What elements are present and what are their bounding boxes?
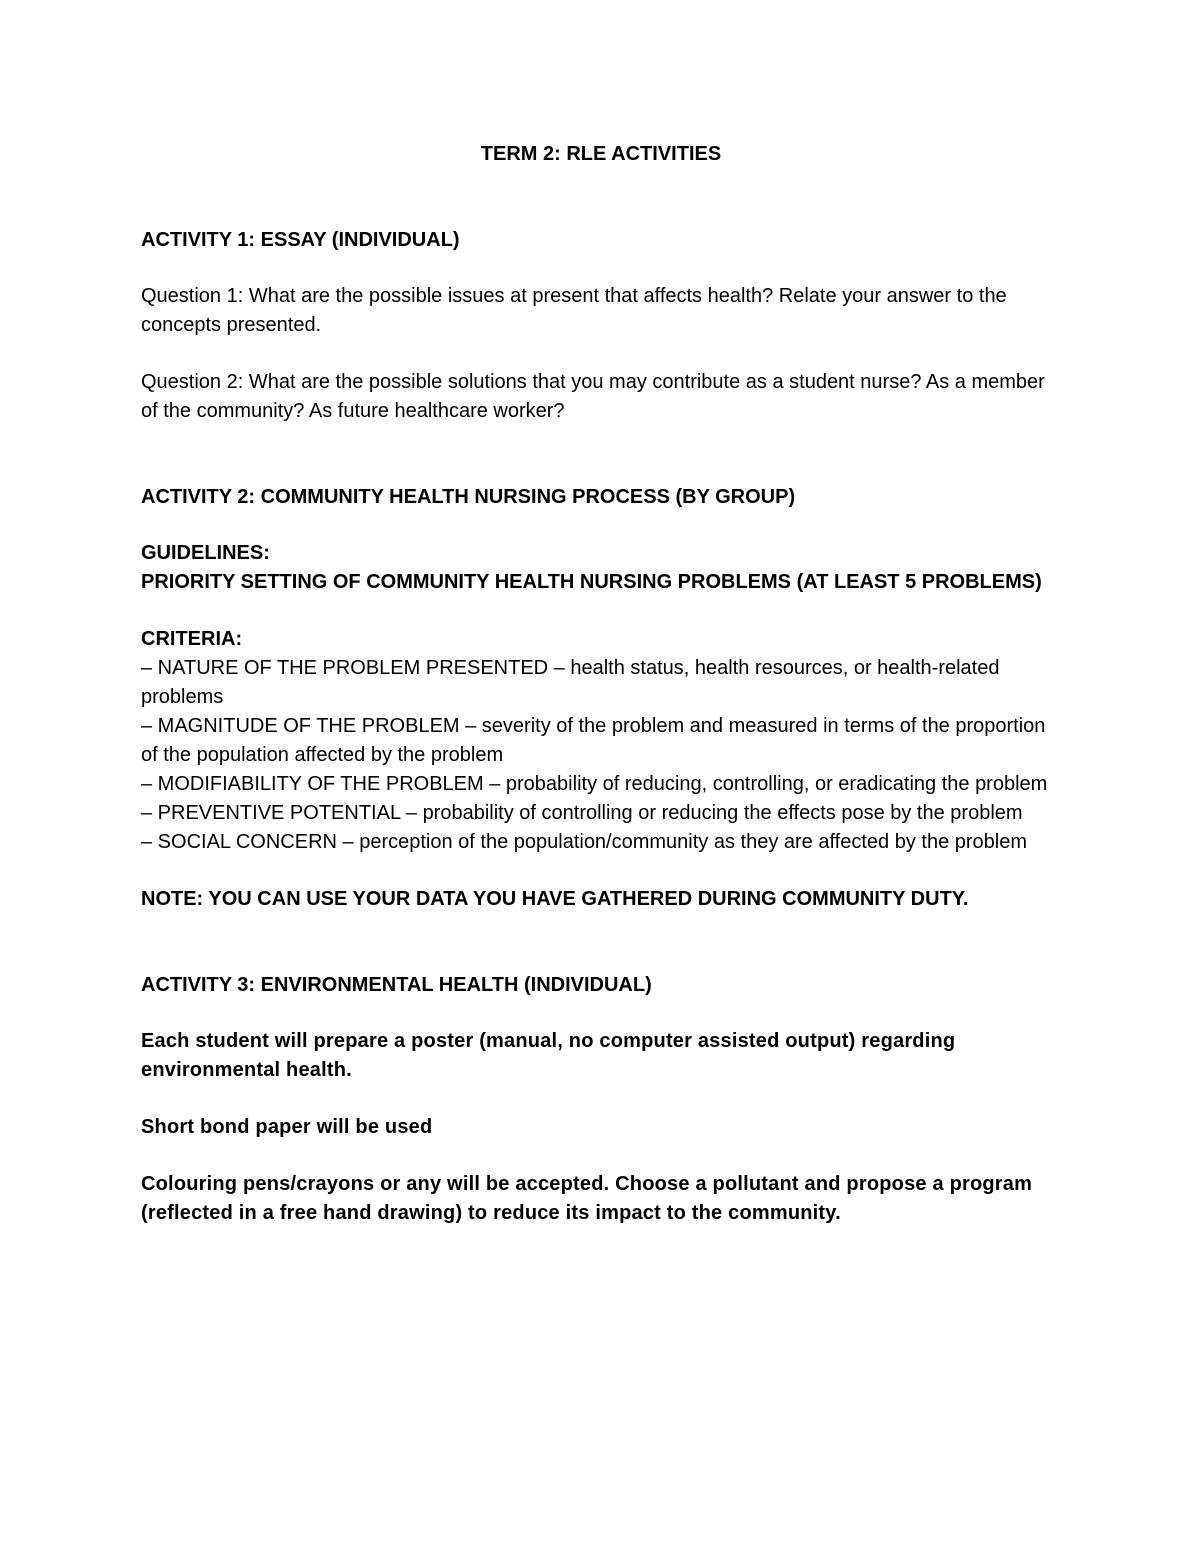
activity3-instruction-paper: Short bond paper will be used bbox=[141, 1116, 433, 1138]
activity1-question2: Question 2: What are the possible solutions that you may contribute as a student nurse? As a member of the community? As future healthcare worker? bbox=[141, 371, 1045, 422]
activity3-instruction-poster: Each student will prepare a poster (manual, no computer assisted output) regarding environmental health. bbox=[141, 1030, 956, 1081]
document-title: TERM 2: RLE ACTIVITIES bbox=[480, 143, 722, 165]
activity1-heading: ACTIVITY 1: ESSAY (INDIVIDUAL) bbox=[141, 229, 460, 251]
activity3-heading: ACTIVITY 3: ENVIRONMENTAL HEALTH (INDIVIDUAL) bbox=[141, 974, 652, 996]
document-content bbox=[141, 140, 1061, 1228]
criteria-item: – MODIFIABILITY OF THE PROBLEM – probability of reducing, controlling, or eradicating the problem bbox=[141, 773, 1048, 795]
activity3-instruction-materials: Colouring pens/crayons or any will be accepted. Choose a pollutant and propose a program (reflected in a free hand drawing) to reduce its impact to the community. bbox=[141, 1173, 1033, 1224]
priority-setting-text: PRIORITY SETTING OF COMMUNITY HEALTH NURSING PROBLEMS (AT LEAST 5 PROBLEMS) bbox=[141, 571, 1042, 593]
criteria-item: – NATURE OF THE PROBLEM PRESENTED – health status, health resources, or health-related problems bbox=[141, 657, 1000, 708]
criteria-item: – MAGNITUDE OF THE PROBLEM – severity of the problem and measured in terms of the proportion of the population affected by the problem bbox=[141, 715, 1046, 766]
guidelines-label: GUIDELINES: bbox=[141, 542, 270, 564]
criteria-list bbox=[141, 654, 1061, 857]
note-text: NOTE: YOU CAN USE YOUR DATA YOU HAVE GATHERED DURING COMMUNITY DUTY. bbox=[141, 888, 969, 910]
criteria-label: CRITERIA: bbox=[141, 628, 243, 650]
criteria-item: – PREVENTIVE POTENTIAL – probability of controlling or reducing the effects pose by the problem bbox=[141, 802, 1023, 824]
activity2-heading: ACTIVITY 2: COMMUNITY HEALTH NURSING PROCESS (BY GROUP) bbox=[141, 486, 796, 508]
activity1-question1: Question 1: What are the possible issues at present that affects health? Relate your answer to the concepts presented. bbox=[141, 285, 1007, 336]
criteria-item: – SOCIAL CONCERN – perception of the population/community as they are affected by the problem bbox=[141, 831, 1028, 853]
